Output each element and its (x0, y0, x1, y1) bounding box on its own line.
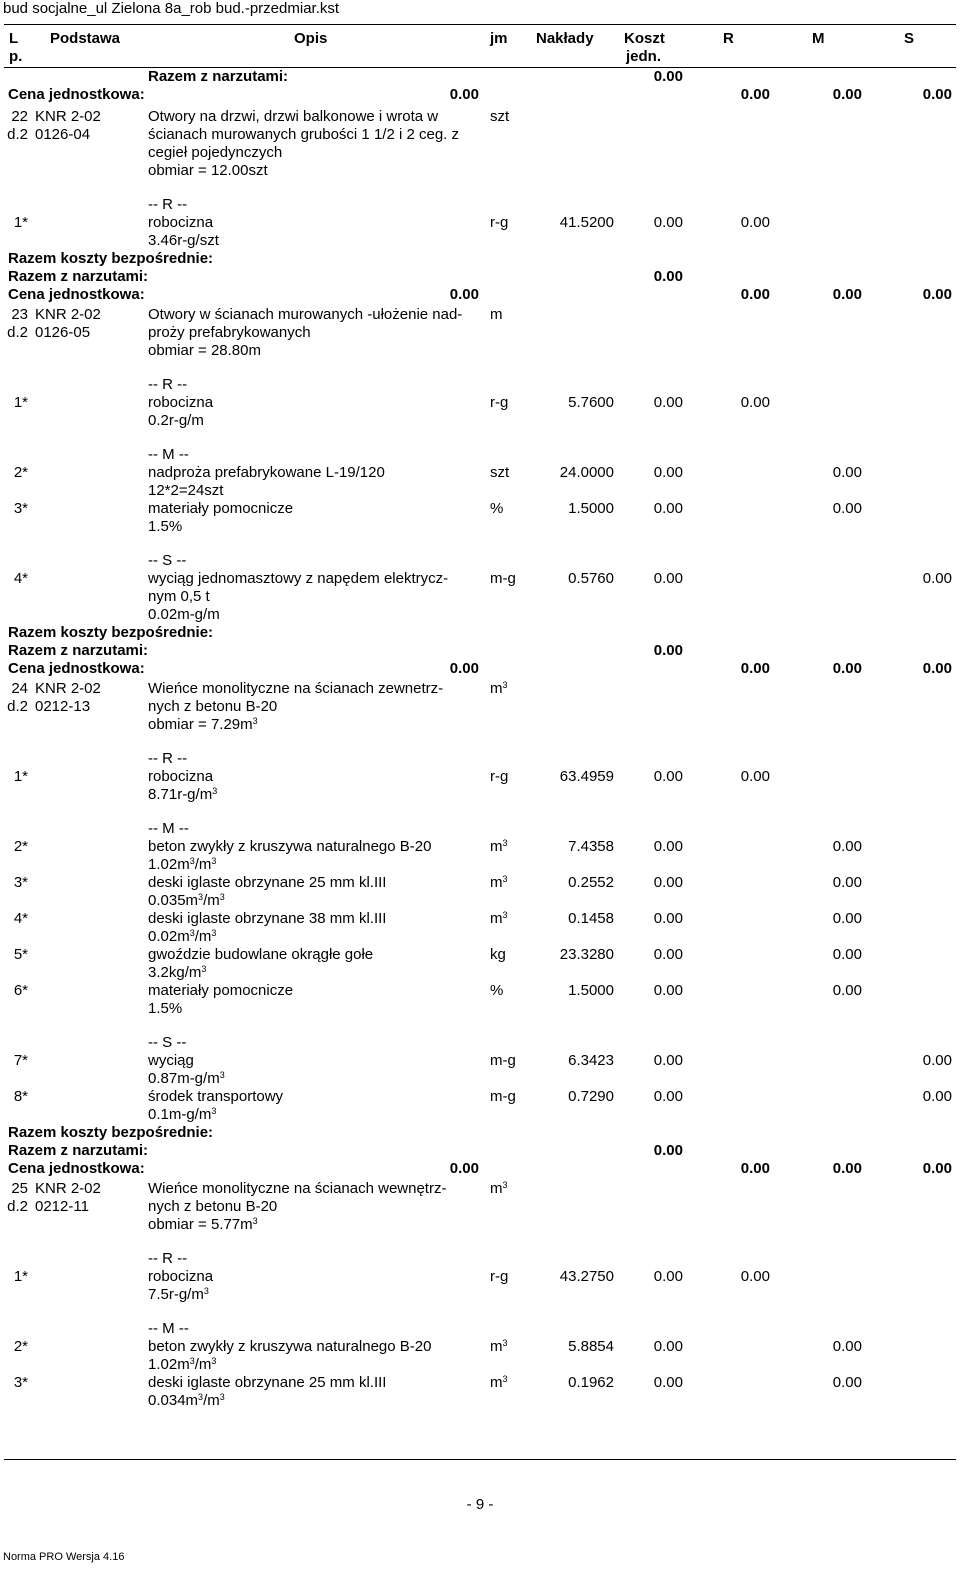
table-cell: 0.00 (740, 286, 770, 303)
table-cell: 0.00 (922, 86, 952, 103)
table-cell: 0.00 (832, 464, 862, 481)
table-cell: 0.00 (653, 768, 683, 785)
table-cell: 0.00 (653, 68, 683, 85)
table-cell: d.2 (7, 1198, 28, 1215)
table-cell: $0.1m-g/m^3$ (148, 1106, 217, 1123)
col-m: M (812, 30, 825, 47)
table-cell: 0.00 (653, 1374, 683, 1391)
table-cell: 1.5000 (568, 500, 614, 517)
table-cell: % (490, 982, 504, 999)
table-cell: $0.87m-g/m^3$ (148, 1070, 225, 1087)
table-cell: d.2 (7, 126, 28, 143)
table-cell: 0.00 (653, 214, 683, 231)
table-cell: Otwory w ścianach murowanych -ułożenie nad- (148, 306, 463, 323)
table-cell: -- S -- (148, 552, 187, 569)
table-cell: 0.00 (653, 910, 683, 927)
table-cell: 0.00 (740, 660, 770, 677)
table-cell: $0.034m^3/m^3$ (148, 1392, 225, 1409)
table-cell: -- R -- (148, 196, 188, 213)
table-cell: 0212-11 (35, 1198, 89, 1215)
table-cell: r-g (490, 1268, 509, 1285)
table-cell: 12*2=24szt (148, 482, 224, 499)
table-cell: 0.00 (832, 1338, 862, 1355)
table-cell: 0.00 (653, 946, 683, 963)
document-title: bud socjalne_ul Zielona 8a_rob bud.-przedmiar.kst (3, 0, 340, 17)
table-cell: obmiar = $5.77m^3$ (148, 1216, 258, 1233)
table-cell: 1.5000 (568, 982, 614, 999)
table-cell: 0.00 (740, 768, 770, 785)
table-cell: beton zwykły z kruszywa naturalnego B-20 (148, 838, 432, 855)
table-cell: 0.00 (922, 570, 952, 587)
table-cell: 0.00 (922, 1160, 952, 1177)
table-cell: $0.035m^3/m^3$ (148, 892, 225, 909)
table-cell: 0.00 (449, 660, 479, 677)
table-cell: $m^3$ (490, 1180, 508, 1197)
table-cell: 0.02m-g/m (148, 606, 220, 623)
table-cell: 25 (11, 1180, 28, 1197)
table-cell: r-g (490, 768, 509, 785)
table-cell: robocizna (148, 394, 214, 411)
table-cell: 7.4358 (568, 838, 614, 855)
table-cell: gwoździe budowlane okrągłe gołe (148, 946, 374, 963)
table-cell: deski iglaste obrzynane 25 mm kl.III (148, 1374, 387, 1391)
table-cell: 1* (13, 394, 28, 411)
table-cell: 0.00 (653, 1052, 683, 1069)
table-cell: 0.00 (832, 1374, 862, 1391)
col-r: R (723, 30, 734, 47)
table-cell: 23.3280 (559, 946, 614, 963)
table-cell: cegieł pojedynczych (148, 144, 283, 161)
table-cell: 0.7290 (568, 1088, 614, 1105)
table-cell: 2* (13, 464, 28, 481)
table-cell: Razem z narzutami: (148, 68, 289, 85)
col-jm: jm (490, 30, 508, 47)
table-cell: -- M -- (148, 1320, 189, 1337)
table-cell: -- R -- (148, 750, 188, 767)
table-cell: Otwory na drzwi, drzwi balkonowe i wrota w (148, 108, 439, 125)
table-cell: 0.00 (449, 1160, 479, 1177)
table-cell: 0.00 (653, 1268, 683, 1285)
table-cell: szt (490, 464, 510, 481)
table-cell: 0.00 (832, 946, 862, 963)
table-cell: wyciąg (148, 1052, 194, 1069)
table-cell: -- R -- (148, 376, 188, 393)
table-cell: nych z betonu B-20 (148, 1198, 278, 1215)
table-cell: 0.2552 (568, 874, 614, 891)
table-cell: m (490, 306, 503, 323)
table-cell: Wieńce monolityczne na ścianach zewnetrz- (148, 680, 444, 697)
table-cell: -- R -- (148, 1250, 188, 1267)
table-cell: 0.00 (653, 1142, 683, 1159)
table-cell: $m^3$ (490, 680, 508, 697)
table-cell: szt (490, 108, 510, 125)
col-podstawa: Podstawa (50, 30, 121, 47)
table-cell: KNR 2-02 (35, 1180, 101, 1197)
table-cell: robocizna (148, 1268, 214, 1285)
table-cell: materiały pomocnicze (148, 500, 294, 517)
table-cell: 4* (13, 910, 28, 927)
table-cell: kg (490, 946, 506, 963)
table-cell: m-g (490, 1088, 516, 1105)
table-cell: deski iglaste obrzynane 25 mm kl.III (148, 874, 387, 891)
table-cell: 0.2r-g/m (148, 412, 204, 429)
table-cell: Razem koszty bezpośrednie: (8, 624, 214, 641)
table-cell: 0.00 (832, 660, 862, 677)
table-cell: 1.5% (148, 518, 183, 535)
table-cell: 0126-04 (35, 126, 91, 143)
table-cell: $7.5r-g/m^3$ (148, 1286, 209, 1303)
table-cell: materiały pomocnicze (148, 982, 294, 999)
table-cell: $1.02m^3/m^3$ (148, 856, 217, 873)
col-opis: Opis (294, 30, 328, 47)
table-cell: $0.02m^3/m^3$ (148, 928, 217, 945)
table-cell: 6.3423 (568, 1052, 614, 1069)
table-cell: obmiar = 12.00szt (148, 162, 268, 179)
table-cell: 4* (13, 570, 28, 587)
table-cell: 0.00 (832, 874, 862, 891)
table-cell: 3* (13, 874, 28, 891)
table-cell: nych z betonu B-20 (148, 698, 278, 715)
table-cell: 43.2750 (559, 1268, 614, 1285)
table-cell: 0.00 (922, 660, 952, 677)
table-cell: Razem z narzutami: (8, 642, 149, 659)
table-cell: KNR 2-02 (35, 306, 101, 323)
table-cell: 1.5% (148, 1000, 183, 1017)
table-cell: m-g (490, 570, 516, 587)
table-cell: r-g (490, 214, 509, 231)
table-cell: $m^3$ (490, 1374, 508, 1391)
col-koszt-top: Koszt (624, 30, 665, 47)
table-cell: 63.4959 (559, 768, 614, 785)
table-cell: robocizna (148, 768, 214, 785)
table-cell: 0.00 (449, 286, 479, 303)
table-cell: 0.00 (653, 1088, 683, 1105)
table-cell: 1* (13, 768, 28, 785)
table-cell: 5* (13, 946, 28, 963)
table-cell: Razem koszty bezpośrednie: (8, 250, 214, 267)
table-cell: 0.00 (653, 874, 683, 891)
table-cell: proży prefabrykowanych (148, 324, 311, 341)
col-lp-bottom: p. (9, 48, 23, 65)
col-lp-top: L (9, 30, 19, 47)
table-cell: $m^3$ (490, 874, 508, 891)
table-cell: 0.00 (653, 1338, 683, 1355)
table-cell: Cena jednostkowa: (8, 286, 145, 303)
table-cell: 0.00 (832, 1160, 862, 1177)
table-cell: 0126-05 (35, 324, 91, 341)
table-cell: 0.00 (832, 838, 862, 855)
table-cell: 0.00 (449, 86, 479, 103)
table-cell: deski iglaste obrzynane 38 mm kl.III (148, 910, 387, 927)
page-number: - 9 - (466, 1496, 494, 1513)
table-cell: 24 (11, 680, 28, 697)
table-cell: 0.00 (740, 1160, 770, 1177)
table-cell: 0.00 (832, 86, 862, 103)
table-cell: $3.2kg/m^3$ (148, 964, 207, 981)
table-cell: $m^3$ (490, 838, 508, 855)
table-cell: 0.00 (922, 1052, 952, 1069)
table-cell: 0.00 (922, 286, 952, 303)
table-cell: Cena jednostkowa: (8, 1160, 145, 1177)
table-cell: 23 (11, 306, 28, 323)
table-cell: środek transportowy (148, 1088, 284, 1105)
table-cell: 3.46r-g/szt (148, 232, 219, 249)
table-cell: obmiar = $7.29m^3$ (148, 716, 258, 733)
table-cell: 0.00 (740, 1268, 770, 1285)
col-koszt-bottom: jedn. (626, 48, 662, 65)
table-cell: nym 0,5 t (148, 588, 210, 605)
table-cell: 0.00 (832, 500, 862, 517)
table-cell: 0.00 (832, 910, 862, 927)
table-cell: % (490, 500, 504, 517)
table-cell: 0.00 (653, 838, 683, 855)
table-cell: 8* (13, 1088, 28, 1105)
table-cell: 0.00 (922, 1088, 952, 1105)
table-cell: 0.00 (740, 86, 770, 103)
table-cell: 1* (13, 214, 28, 231)
table-cell: nadproża prefabrykowane L-19/120 (148, 464, 385, 481)
table-cell: 6* (13, 982, 28, 999)
table-cell: $m^3$ (490, 910, 508, 927)
table-cell: 5.7600 (568, 394, 614, 411)
table-cell: 0.5760 (568, 570, 614, 587)
table-cell: Cena jednostkowa: (8, 86, 145, 103)
table-cell: KNR 2-02 (35, 108, 101, 125)
table-cell: obmiar = 28.80m (148, 342, 261, 359)
col-s: S (904, 30, 915, 47)
table-cell: 0.00 (653, 642, 683, 659)
table-cell: 3* (13, 1374, 28, 1391)
table-cell: 2* (13, 1338, 28, 1355)
table-cell: 0.00 (740, 214, 770, 231)
table-cell: wyciąg jednomasztowy z napędem elektrycz- (148, 570, 449, 587)
table-cell: 0.00 (832, 982, 862, 999)
table-cell: -- M -- (148, 446, 189, 463)
table-cell: 0.00 (653, 982, 683, 999)
table-cell: Razem koszty bezpośrednie: (8, 1124, 214, 1141)
table-cell: $8.71r-g/m^3$ (148, 786, 218, 803)
table-cell: r-g (490, 394, 509, 411)
table-cell: 0.00 (653, 268, 683, 285)
table-cell: 0.00 (653, 500, 683, 517)
table-cell: d.2 (7, 698, 28, 715)
table-cell: 24.0000 (559, 464, 614, 481)
table-cell: Cena jednostkowa: (8, 660, 145, 677)
table-cell: ścianach murowanych grubości 1 1/2 i 2 ceg. z (148, 126, 459, 143)
table-cell: 0.00 (740, 394, 770, 411)
table-cell: -- M -- (148, 820, 189, 837)
table-cell: 0212-13 (35, 698, 91, 715)
table-cell: 0.00 (653, 464, 683, 481)
col-naklady: Nakłady (536, 30, 594, 47)
table-cell: KNR 2-02 (35, 680, 101, 697)
table-cell: beton zwykły z kruszywa naturalnego B-20 (148, 1338, 432, 1355)
table-cell: 7* (13, 1052, 28, 1069)
table-cell: 0.1962 (568, 1374, 614, 1391)
table-cell: 0.00 (653, 394, 683, 411)
table-cell: Wieńce monolityczne na ścianach wewnętrz- (148, 1180, 447, 1197)
table-cell: 0.00 (832, 286, 862, 303)
table-cell: Razem z narzutami: (8, 1142, 149, 1159)
table-cell: 22 (11, 108, 28, 125)
table-cell: 5.8854 (568, 1338, 614, 1355)
table-cell: d.2 (7, 324, 28, 341)
table-cell: -- S -- (148, 1034, 187, 1051)
table-cell: 0.00 (653, 570, 683, 587)
table-cell: robocizna (148, 214, 214, 231)
table-cell: 0.1458 (568, 910, 614, 927)
table-cell: Razem z narzutami: (8, 268, 149, 285)
table-cell: 3* (13, 500, 28, 517)
table-cell: 1* (13, 1268, 28, 1285)
table-cell: m-g (490, 1052, 516, 1069)
table-cell: 2* (13, 838, 28, 855)
software-version: Norma PRO Wersja 4.16 (3, 1551, 125, 1563)
table-cell: 41.5200 (559, 214, 614, 231)
table-cell: $1.02m^3/m^3$ (148, 1356, 217, 1373)
table-cell: $m^3$ (490, 1338, 508, 1355)
